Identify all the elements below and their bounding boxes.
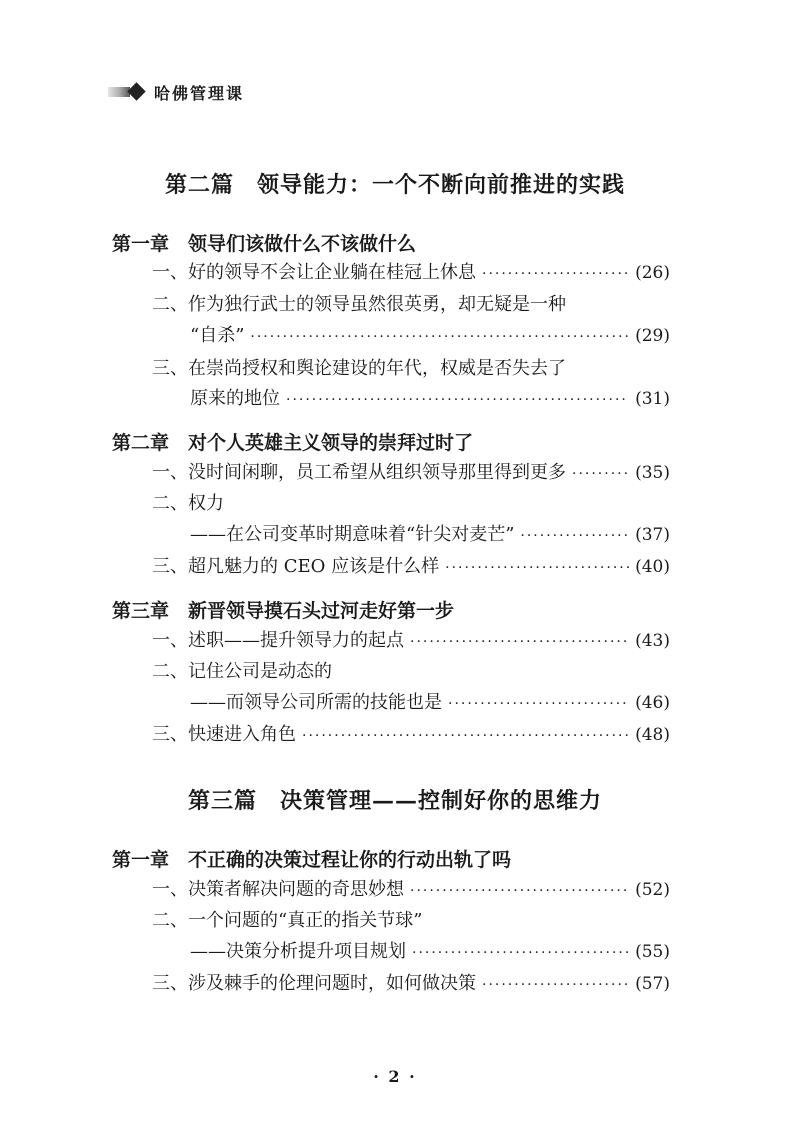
entry-text: 二、一个问题的“真正的指关节球”: [152, 910, 423, 931]
chapter-title: 第二章 对个人英雄主义领导的崇拜过时了: [112, 432, 474, 454]
dot-leader: [445, 560, 629, 576]
entry-text: 三、快速进入角色: [152, 724, 296, 745]
page-number: (48): [635, 725, 670, 745]
entry-text: 三、涉及棘手的伦理问题时，如何做决策: [152, 973, 476, 994]
entry-text: 二、记住公司是动态的: [152, 661, 332, 682]
entry-text: 三、在崇尚授权和舆论建设的年代，权威是否失去了: [152, 358, 566, 379]
header-diamond-icon: [108, 84, 146, 100]
chapter-title: 第一章 领导们该做什么不该做什么: [112, 233, 417, 255]
dot-leader: [410, 883, 629, 899]
dot-leader: [302, 728, 629, 744]
page-number: (40): [635, 557, 670, 577]
entry-text: 一、好的领导不会让企业躺在桂冠上休息: [152, 262, 476, 283]
entry-text: 一、没时间闲聊，员工希望从组织领导那里得到更多: [152, 462, 566, 483]
dot-leader: [520, 528, 629, 544]
page-number: (37): [635, 525, 670, 545]
dot-leader: [482, 266, 629, 282]
toc-entry[interactable]: [152, 720, 670, 750]
toc-entry-cont[interactable]: [190, 321, 670, 351]
page-number: (46): [635, 693, 670, 713]
part-title: 第三篇 决策管理——控制好你的思维力: [187, 788, 602, 814]
toc-entry-cont[interactable]: [190, 937, 670, 967]
toc-entry-cont[interactable]: [190, 688, 670, 718]
entry-text: ——而领导公司所需的技能也是: [190, 692, 442, 713]
dot-leader: [410, 634, 629, 650]
page-number: (43): [635, 631, 670, 651]
page-number: (31): [635, 389, 670, 409]
chapter-title: 第三章 新晋领导摸石头过河走好第一步: [112, 600, 455, 622]
dot-leader: [250, 329, 629, 345]
chapter-title: 第一章 不正确的决策过程让你的行动出轨了吗: [112, 849, 512, 871]
part-title: 第二篇 领导能力：一个不断向前推进的实践: [164, 172, 625, 198]
page-number: (55): [635, 942, 670, 962]
dot-leader: [448, 696, 629, 712]
entry-text: 一、决策者解决问题的奇思妙想: [152, 879, 404, 900]
toc-entry[interactable]: [152, 626, 670, 656]
page-number: (29): [635, 326, 670, 346]
book-title: 哈佛管理课: [154, 83, 245, 103]
entry-text: 一、述职——提升领导力的起点: [152, 630, 404, 651]
page-folio: · 2 ·: [373, 1067, 417, 1086]
toc-entry-cont[interactable]: [190, 384, 670, 414]
toc-entry[interactable]: [152, 875, 670, 905]
entry-text: 原来的地位: [190, 388, 280, 409]
toc-entry[interactable]: [152, 489, 670, 519]
entry-text: 二、权力: [152, 493, 224, 514]
page-number: (26): [635, 263, 670, 283]
dot-leader: [412, 945, 629, 961]
entry-text: 二、作为独行武士的领导虽然很英勇，却无疑是一种: [152, 294, 566, 315]
page-number: (52): [635, 880, 670, 900]
entry-text: ——在公司变革时期意味着“针尖对麦芒”: [190, 524, 515, 545]
toc-entry[interactable]: [152, 552, 670, 582]
toc-entry[interactable]: [152, 969, 670, 999]
toc-entry[interactable]: [152, 657, 670, 687]
dot-leader: [572, 466, 629, 482]
toc-entry[interactable]: [152, 290, 670, 320]
toc-entry[interactable]: [152, 354, 670, 384]
page-number: (57): [635, 974, 670, 994]
toc-entry-cont[interactable]: [190, 520, 670, 550]
dot-leader: [286, 392, 629, 408]
running-header: [108, 80, 244, 104]
dot-leader: [482, 977, 629, 993]
entry-text: 三、超凡魅力的 CEO 应该是什么样: [152, 556, 440, 577]
entry-text: “自杀”: [190, 325, 245, 346]
toc-entry[interactable]: [152, 906, 670, 936]
page-number: (35): [635, 463, 670, 483]
toc-entry[interactable]: [152, 458, 670, 488]
toc-entry[interactable]: [152, 258, 670, 288]
entry-text: ——决策分析提升项目规划: [190, 941, 406, 962]
